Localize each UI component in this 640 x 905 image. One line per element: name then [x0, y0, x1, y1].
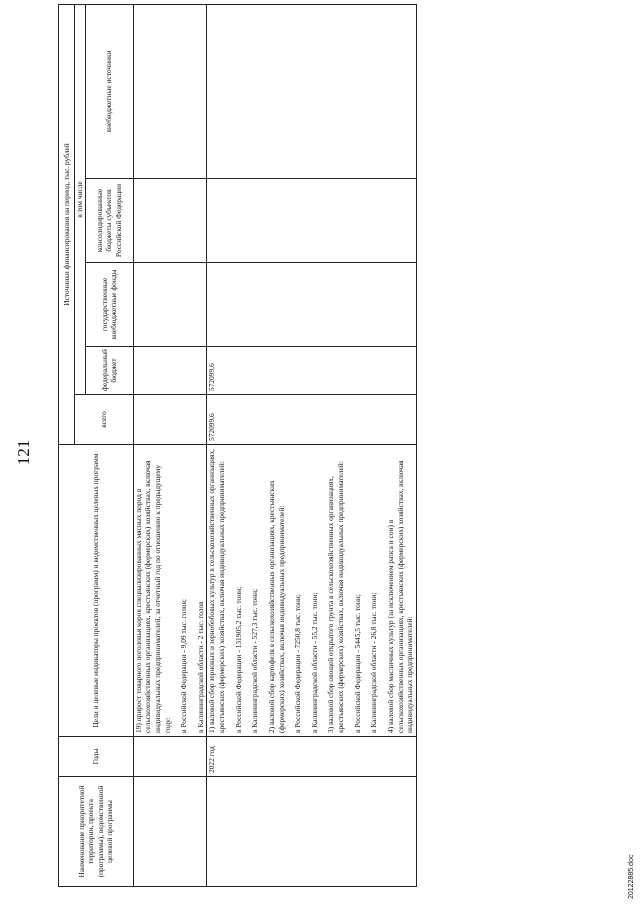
- header-years: Годы: [59, 737, 134, 777]
- indicator-line: в Калининградской области - 527,3 тыс. тонн;: [250, 588, 260, 733]
- cell-federal: [133, 347, 207, 395]
- indicator-line: в Калининградской области - 55,2 тыс. тонн;: [309, 592, 319, 733]
- cell-regional: [207, 179, 416, 263]
- header-state-funds: государственные внебюджетные фонды: [85, 263, 133, 347]
- indicator-line: 4) валовой сбор масличных культур (за исключением рапса и сои) в сельскохозяйственных организациях, крестьянских (фермерских) хозяйствах, включая индивидуальных предпринимателей:: [385, 460, 415, 733]
- table-row: [207, 4, 416, 886]
- cell-state-funds: [133, 263, 207, 347]
- header-goals: Цели и целевые индикаторы проектов (программ) и ведомственных целевых программ: [59, 445, 134, 737]
- cell-goals: [133, 445, 207, 737]
- indicator-line: 1) валовой сбор зерновых и зернобобовых культур в сельскохозяйственных организациях, крестьянских (фермерских) хозяйствах, включая индивидуальных предпринимателей:: [207, 449, 226, 733]
- cell-total: [133, 395, 207, 445]
- cell-extra: [207, 4, 416, 178]
- indicator-line: в Российской Федерации - 7250,8 тыс. тонн;: [293, 594, 303, 733]
- cell-state-funds: [207, 263, 416, 347]
- cell-total: 572099,6: [207, 395, 416, 445]
- table-row: [133, 4, 207, 886]
- indicator-line: в Российской Федерации - 5445,5 тыс. тонн;: [352, 594, 362, 733]
- header-total: всего: [75, 395, 134, 445]
- header-name: Наименование приоритетной территории, проекта (программы), ведомственной целевой программы: [59, 777, 134, 887]
- indicator-line: в Российской Федерации - 131905,2 тыс. тонн;: [233, 586, 243, 733]
- cell-name: [207, 777, 416, 887]
- cell-extra: [133, 4, 207, 178]
- cell-regional: [133, 179, 207, 263]
- cell-name: [133, 777, 207, 887]
- cell-year: 2022 год: [207, 737, 416, 777]
- cell-federal: 572099,6: [207, 347, 416, 395]
- indicator-line: в Калининградской области - 2 тыс. голов: [195, 601, 205, 733]
- cell-year: [133, 737, 207, 777]
- header-federal: федеральный бюджет: [85, 347, 133, 395]
- cell-goals: [207, 445, 416, 737]
- indicator-line: в Калининградской области - 26,8 тыс. тонн;: [369, 592, 379, 733]
- indicator-line: 3) валовой сбор овощей открытого грунта в сельскохозяйственных организациях, крестьянских (фермерских) хозяйствах, включая индивидуальных предпринимателей:: [326, 461, 345, 733]
- financing-table: [58, 4, 417, 887]
- header-regional: консолидированные бюджеты субъектов Российской Федерации: [85, 179, 133, 263]
- header-sources: Источники финансирования на период, тыс. рублей: [59, 4, 75, 444]
- table-body: [133, 4, 416, 886]
- indicator-line: 2) валовой сбор картофеля в сельскохозяйственных организациях, крестьянских (фермерских) хозяйствах, включая индивидуальных предпринимателей:: [266, 480, 286, 733]
- indicator-line: в Российской Федерации - 9,09 тыс. голов;: [179, 599, 189, 733]
- header-incl: в том числе: [75, 4, 86, 394]
- page-number: 121: [14, 439, 33, 466]
- indicator-line: 19) прирост товарного поголовья коров специализированных мясных пород в сельскохозяйственных организациях, крестьянских (фермерских) хозяйствах, включая индивидуальных предпринимателей, за отчетный год по отношению к предыдущему году:: [133, 460, 172, 733]
- footer-code: 20122885.doc: [628, 854, 635, 899]
- header-extra: внебюджетные источники: [85, 4, 133, 178]
